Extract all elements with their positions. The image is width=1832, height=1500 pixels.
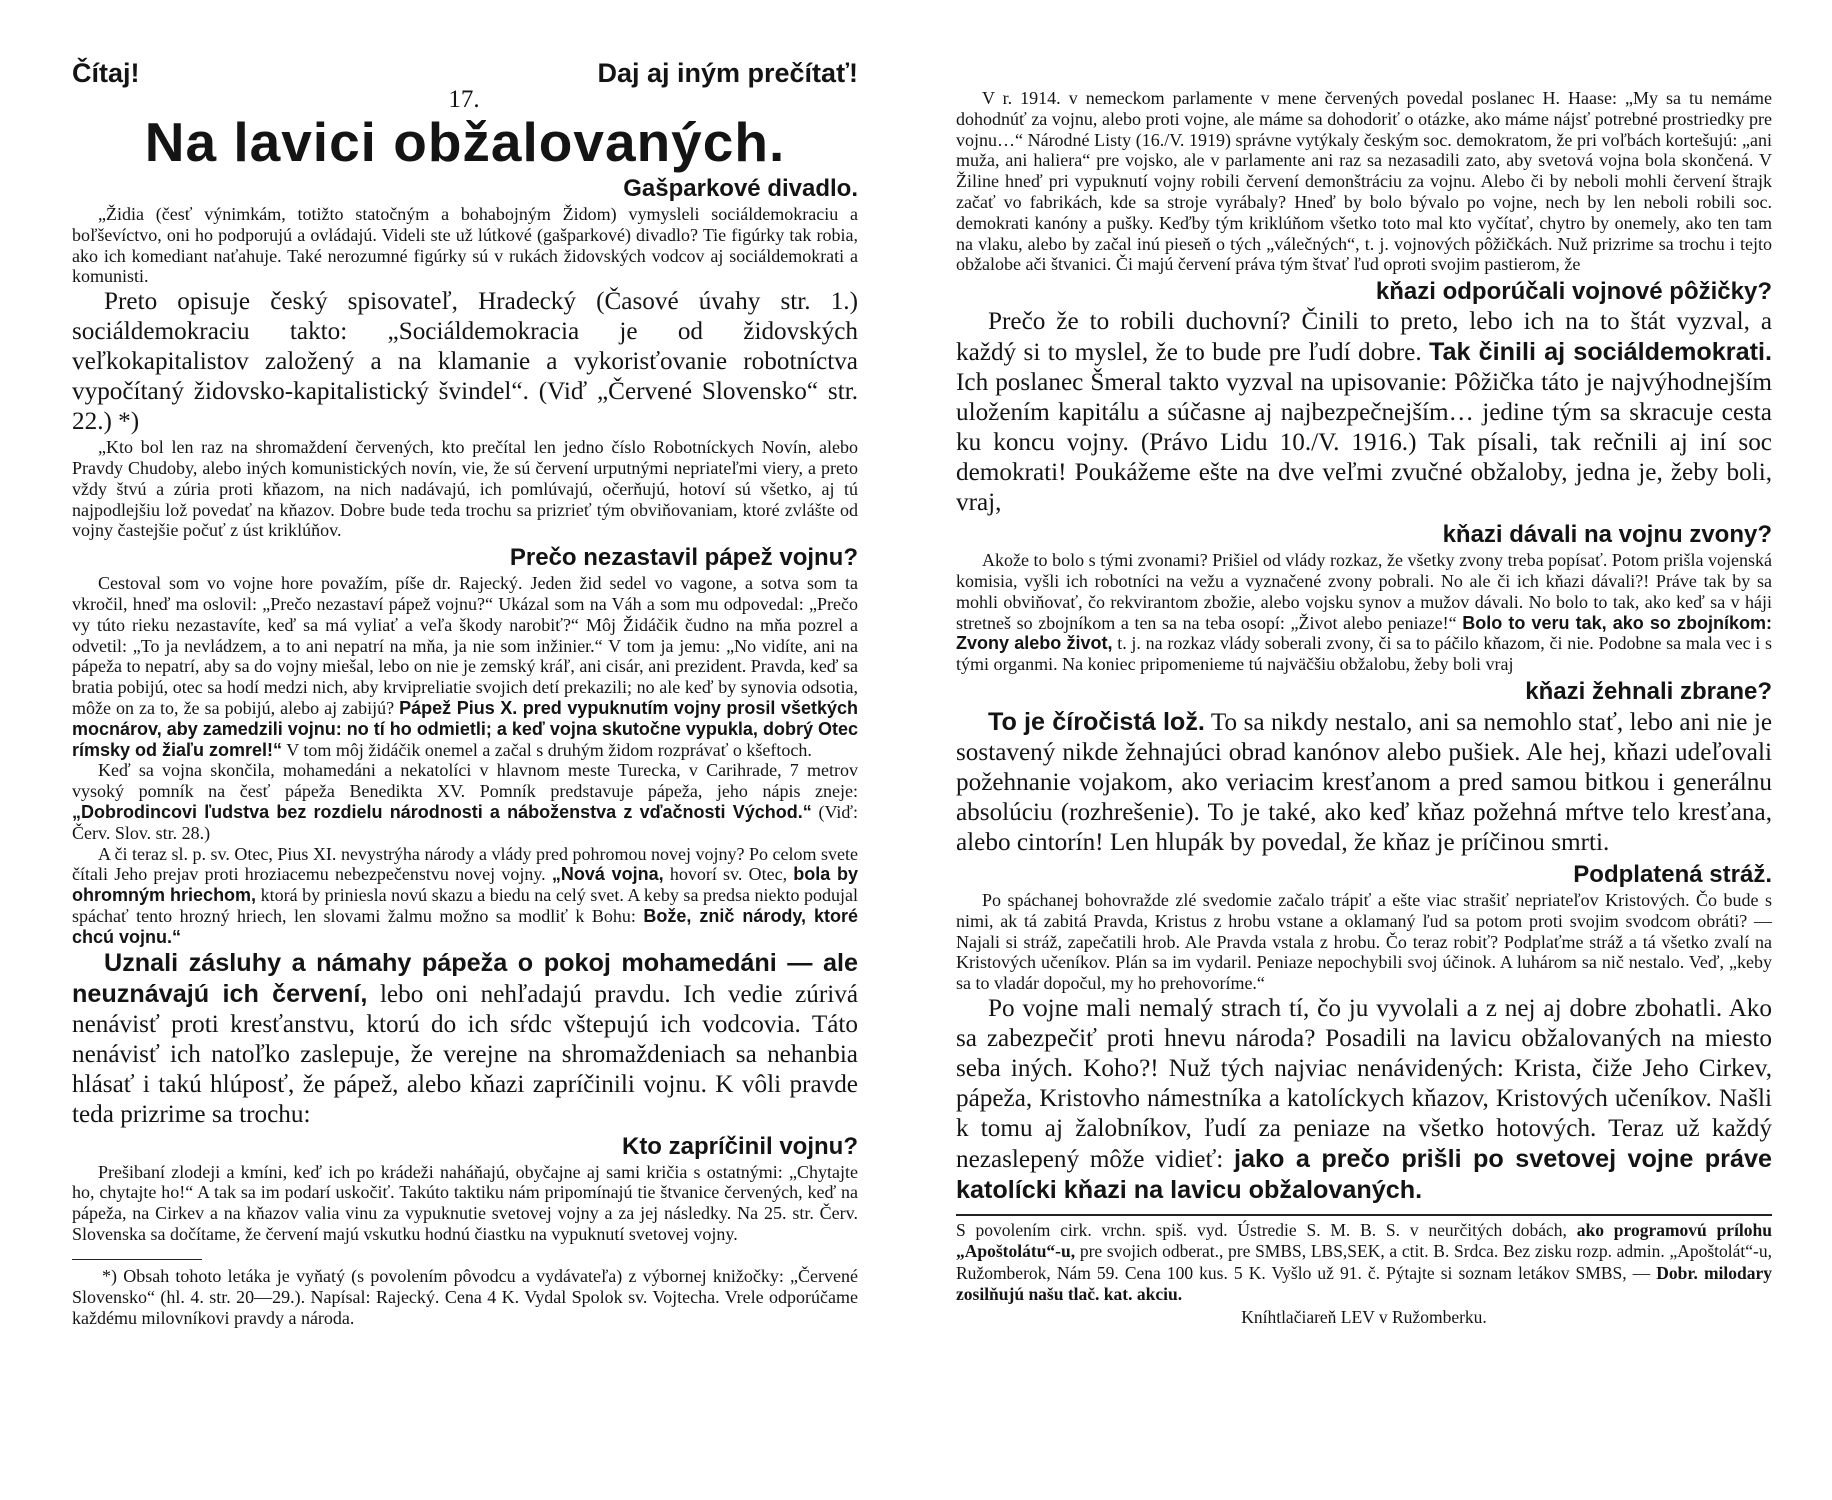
merits-bold: Uznali zásluhy a námahy pápeža o pokoj mohamedáni — ale neuznávajú ich červení,: [72, 948, 858, 1008]
credits-line-2: pre svojich odberat., pre SMBS, LBS,SEK, a ctit. B. Srdca. Bez zisku rozp. admin. „Apoštolát“-u, Ružomberok, Nám 59. Cena 100 kus. 5 K. Vyšlo už 91. č. Pýtajte si soznam letákov SMBS, —: [956, 1241, 1773, 1283]
paragraph-clergy-loans: [956, 307, 1772, 518]
heading-war-loans: kňazi odporúčali vojnové pôžičky?: [1375, 278, 1772, 306]
footnote-divider: [72, 1259, 202, 1260]
paragraph-bells: [956, 550, 1772, 675]
bells-end: t. j. na rozkaz vlády soberali zvony, či sa to páčilo kňazom, či nie. Podobne sa mala vec i s tými organmi. Na koniec pripomenieme tú najväčšiu obžalobu, žeby boli vraj: [956, 633, 1773, 675]
paragraph-merits: [72, 948, 858, 1130]
lie-bold: To je číročistá lož.: [988, 707, 1205, 736]
pius-bold-1: „Nová vojna,: [551, 864, 664, 885]
credits-divider: [956, 1214, 1772, 1216]
heading-bribed-guard: Podplatená stráž.: [1573, 860, 1772, 888]
header-line: [72, 58, 858, 88]
monument-end: (Viď: Červ. Slov. str. 28.): [72, 801, 859, 843]
issue-number: 17.: [448, 86, 480, 113]
pius-text: A či teraz sl. p. sv. Otec, Pius XI. nevystrýha národy a vlády pred pohromou novej vojny? Po celom svete čítali Jeho prejav proti hroziacemu nebezpečenstvu novej vojny.: [72, 843, 858, 885]
paragraph-red-meetings: „Kto bol len raz na shromaždení červených, kto prečítal len jedno číslo Robotníckych Novín, alebo Pravdy Chudoby, alebo iných komunistických novín, vie, že sú červení urputnými nepriateľmi viery, a preto vždy štvú a zúria proti kňazom, na nich nadávajú, ich pomlúvajú, očerňujú, hotoví sú všetko, aj tú najpodlejšiu lož povedať na kňazov. Dobre bude teda trochu sa prizrieť tým obviňovaniam, ktoré zvlášte od vojny častejšie počuť z úst kriklúňov.: [72, 437, 858, 541]
monument-bold: „Dobrodincovi ľudstva bez rozdielu národnosti a náboženstva z vďačnosti Východ.“: [72, 801, 812, 822]
heading-who-caused-war: Kto zapríčinil vojnu?: [621, 1132, 858, 1160]
pius-bold-2: bola by ohromným hriechom,: [72, 864, 859, 906]
monument-text: Keď sa vojna skončila, mohamedáni a nekatolíci v hlavnom meste Turecka, v Carihrade, 7 metrov vysoký pomník na česť pápeža Benedikta XV. Pomník predstavuje pápeža, jeho nápis zneje:: [72, 760, 858, 802]
header-left: Čítaj!: [72, 58, 140, 88]
subtitle: Gašparkové divadlo.: [623, 175, 858, 202]
paragraph-rajecky: [72, 573, 858, 760]
paragraph-pius: [72, 844, 858, 948]
lie-text: To sa nikdy nestalo, ani sa nemohlo stať, lebo ani nie je sostavený nikde žehnajúci obrad kanónov alebo pušiek. Ale hej, kňazi udeľovali požehnanie vojakom, ako veriacim kresťanom a pred samou bitkou i generálnu absolúciu (rozhrešenie). To je také, ako keď kňaz požehná mŕtve telo kresťana, alebo cintorín! Len hlupák by povedal, že kňaz je príčinou smrti.: [956, 708, 1773, 856]
heading-pope-war: Prečo nezastavil pápež vojnu?: [509, 544, 858, 572]
loans-end: Ich poslanec Šmeral takto vyzval na upisovanie: Pôžička táto je najvýhodnejším uložením kapitálu a súčasne aj najbezpečnejším… jedine tým sa skracuje cesta ku koncu vojny. (Právo Lidu 10./V. 1916.) Tak písali, tak rečnili aj iní soc demokrati! Poukážeme ešte na dve veľmi zvučné obžaloby, jedna je, žeby boli, vraj,: [956, 369, 1772, 517]
credits-bold-2: Dobr. milodary zosilňujú našu tlač. kat. akciu.: [956, 1262, 1772, 1305]
pius-bold-3: Bože, znič národy, ktoré chcú vojnu.“: [72, 905, 859, 947]
page-title: Na lavici obžalovaných.: [144, 111, 786, 173]
loans-bold: Tak činili aj sociáldemokrati.: [1429, 338, 1772, 367]
credits-line-1: S povolením cirk. vrchn. spiš. vyd. Ústredie S. M. B. S. v neurčitých dobách,: [956, 1219, 1567, 1240]
paragraph-monument: [72, 760, 858, 843]
credits-bold-1: ako programovú prílohu „Apoštolátu“-u,: [956, 1219, 1773, 1262]
paragraph-hradecky: Preto opisuje český spisovateľ, Hradecký (Časové úvahy str. 1.) sociáldemokraciu takto: „Sociáldemokracia je od židovských veľkokapitalistov založený a na klamanie a vykorisťovanie robotníctva vypočítaný židovsko-kapitalistický švindel“. (Viď „Červené Slovensko“ str. 22.) *): [72, 288, 858, 436]
heading-bells: kňazi dávali na vojnu zvony?: [1442, 521, 1772, 549]
paragraph-thieves: Prešibaní zlodeji a kmíni, keď ich po krádeži naháňajú, obyčajne aj sami kričia s ostatnými: „Chytajte ho, chytajte ho!“ A tak sa im podarí uskočiť. Takúto taktiku nám pripomínajú tie štvanice červených, keď na pápeža, na Cirkev a na kňazov valia vinu za vypuknutie svetovej vojny a za jej následky. Na 25. str. Červ. Slovenska sa dočítame, že červení majú vskutku hodnú čiastku na vypuknutí svetovej vojny.: [72, 1161, 858, 1244]
credits: [956, 1220, 1772, 1306]
loans-text: Prečo že to robili duchovní? Činili to preto, lebo ich na to štát vyzval, a každý si to myslel, že to bude pre ľudí dobre.: [956, 308, 1772, 367]
rajecky-end: V tom môj židáčik onemel a začal s druhým židom rozprávať o kšeftoch.: [286, 739, 812, 760]
pius-text-2: ktorá by priniesla novú skazu a biedu na celý svet. A keby sa predsa niekto podujal spáchať tento hrozný hriech, len slovami žalmu možno sa modliť k Bohu:: [72, 885, 858, 926]
heading-blessing-weapons: kňazi žehnali zbrane?: [1525, 677, 1772, 705]
paragraph-intro: „Židia (česť výnimkám, totižto statočným a bohabojným Židom) vymysleli sociáldemokraciu a boľševíctvo, oni ho podporujú a ovládajú. Videli ste už lútkové (gašparkové) divadlo? Tie figúrky tak robia, ako ich komediant naťahuje. Také nerozumné figúrky sú v rukách židovských vodcov aj sociáldemokrati a komunisti.: [72, 204, 858, 287]
after-war-text: Po vojne mali nemalý strach tí, čo ju vyvolali a z nej aj dobre zbohatli. Ako sa zabezpečiť proti hnevu národa? Posadili na lavicu obžalovaných na miesto seba iných. Koho?! Nuž tých najviac nenávidených: Krista, čiže Jeho Cirkev, pápeža, Kristovho námestníka a katolíckych kňazov, Kristových učeníkov. Našli k tomu aj žalobníkov, ľudí za peniaze na všetko hotových. Teraz už každý nezaslepený môže vidieť:: [956, 994, 1772, 1173]
right-page: [916, 0, 1832, 1500]
rajecky-bold: Pápež Pius X. pred vypuknutím vojny prosil všetkých mocnárov, aby zamedzili vojnu: no tí ho odmietli; a keď vojna skutočne vypukla, dobrý Otec rímsky od žiaľu zomrel!“: [72, 697, 858, 760]
paragraph-guard: Po spáchanej bohovražde zlé svedomie začalo trápiť a ešte viac strašiť nepriateľov Kristových. Čo bude s nimi, ak tá zabitá Pravda, Kristus z hrobu vstane a oklamaný ľud sa potom proti svojim svodcom obráti? — Najali si stráž, zapečatili hrob. Ale Pravda vstala z hrobu. Čo teraz robiť? Podplaťme stráž a tá všetko zvalí na Kristových učeníkov. Plán sa im vydaril. Peniaze nepochybili svoj účinok. A luhárom sa nič nestalo. Veď, „keby sa to vladár dopočul, my ho prehovoríme.“: [956, 889, 1772, 994]
pius-mid: hovorí sv. Otec,: [669, 864, 788, 885]
rajecky-text: Cestoval som vo vojne hore považím, píše dr. Rajecký. Jeden žid sedel vo vagone, a sotva som ta vkročil, hneď ma oslovil: „Prečo nezastaví pápež vojnu?“ Ukázal som na Váh a som mu odpovedal: „Prečo vy túto rieku nezastavíte, keď sa má vyliať a veľa škody narobiť?“ Môj Židáčik čudno na mňa pozrel a odvetil: „To ja nevládzem, a to ani nepatrí na mňa, ja nie som inžinier.“ V tom ja jemu: „No vidíte, ani na pápeža to nepatrí, aby sa do vojny miešal, lebo on nie je zemský kráľ, ani cisár, ani prezident. Pravda, keď sa bratia pobijú, otec sa hodí medzi nich, aby krvipreliatie svojich detí prekazili; no ale keď by synovia odsotia, môže on za to, že sa pobijú, alebo aj zabijú?: [72, 573, 858, 718]
after-war-bold: jako a prečo prišli po svetovej vojne práve katolícki kňazi na lavicu obžalovaných.: [956, 1144, 1772, 1204]
paragraph-after-war: [956, 994, 1772, 1206]
header-right: Daj aj iným prečítať!: [597, 58, 858, 88]
paragraph-lie: [956, 707, 1772, 858]
printer: Kníhtlačiareň LEV v Ružomberku.: [1241, 1306, 1487, 1327]
bells-bold: Bolo to veru tak, ako so zbojníkom: Zvony alebo život,: [956, 612, 1773, 654]
paragraph-haase: V r. 1914. v nemeckom parlamente v mene červených povedal poslanec H. Haase: „My sa tu nemáme dohodnúť za vojnu, alebo proti vojne, ale máme sa dohodoriť o otázke, ako máme nájsť potrebné prostriedky pre vojnu…“ Národné Listy (16./V. 1919) správne vytýkaly českým soc. demokratom, že pri voľbách kortešujú: „ani muža, ani haliera“ pre vojsko, ale v parlamente ani raz sa nezasadili zato, aby svetová vojna bola skončená. V Žiline hneď pri vypuknutí vojny robili červení demonštráciu za vojnu. Alebo či by neboli mohli červení štrajk začať vo fabrikách, kde sa stroje vyrábaly? Hneď by bolo bývalo po vojne, nech by len neboli robili soc. demokrati kanóny a pušky. Keďby tým kriklúňom všetko toto mal kto vyčítať, chytro by onemely, ako ten tam na vlaku, alebo by začal inú pieseň o tých „válečných“, t. j. vojnových pôžičkách. Nuž prizrime sa trochu i tejto obžalobe ači štvanici. Či majú červení práva tým štvať ľud oproti svojim pastierom, že: [956, 88, 1772, 275]
footnote: *) Obsah tohoto letáka je vyňatý (s povolením pôvodcu a vydávateľa) z výbornej knižočky: „Červené Slovensko“ (hl. 4. str. 20—29.). Napísal: Rajecký. Cena 4 K. Vydal Spolok sv. Vojtecha. Vrele odporúčame každému milovníkovi pravdy a národa.: [72, 1265, 858, 1328]
bells-text: Akože to bolo s tými zvonami? Prišiel od vlády rozkaz, že všetky zvony treba popísať. Potom prišla vojenská komisia, vyšli ich robotníci na vežu a vyznačené zvony pobrali. No ale či ich kňazi dávali?! Práve tak by sa mohli obviňovať, čo rekvirantom zbožie, alebo vojsku synov a mužov dávali. No bolo to tak, ako keď sa v háji stretneš so zbojníkom a ten sa na teba osopí: „Život alebo peniaze!“: [956, 550, 1772, 633]
merits-text: lebo oni nehľadajú pravdu. Ich vedie zúrivá nenávisť proti kresťanstvu, ktorú do ich sŕdc vštepujú ich vodcovia. Táto nenávisť ich natoľko zaslepuje, že verejne na shromaždeniach sa nehanbia hlásať i takú hlúposť, že pápež, alebo kňazi zapríčinili vojnu. K vôli pravde teda prizrime sa trochu:: [72, 980, 858, 1128]
